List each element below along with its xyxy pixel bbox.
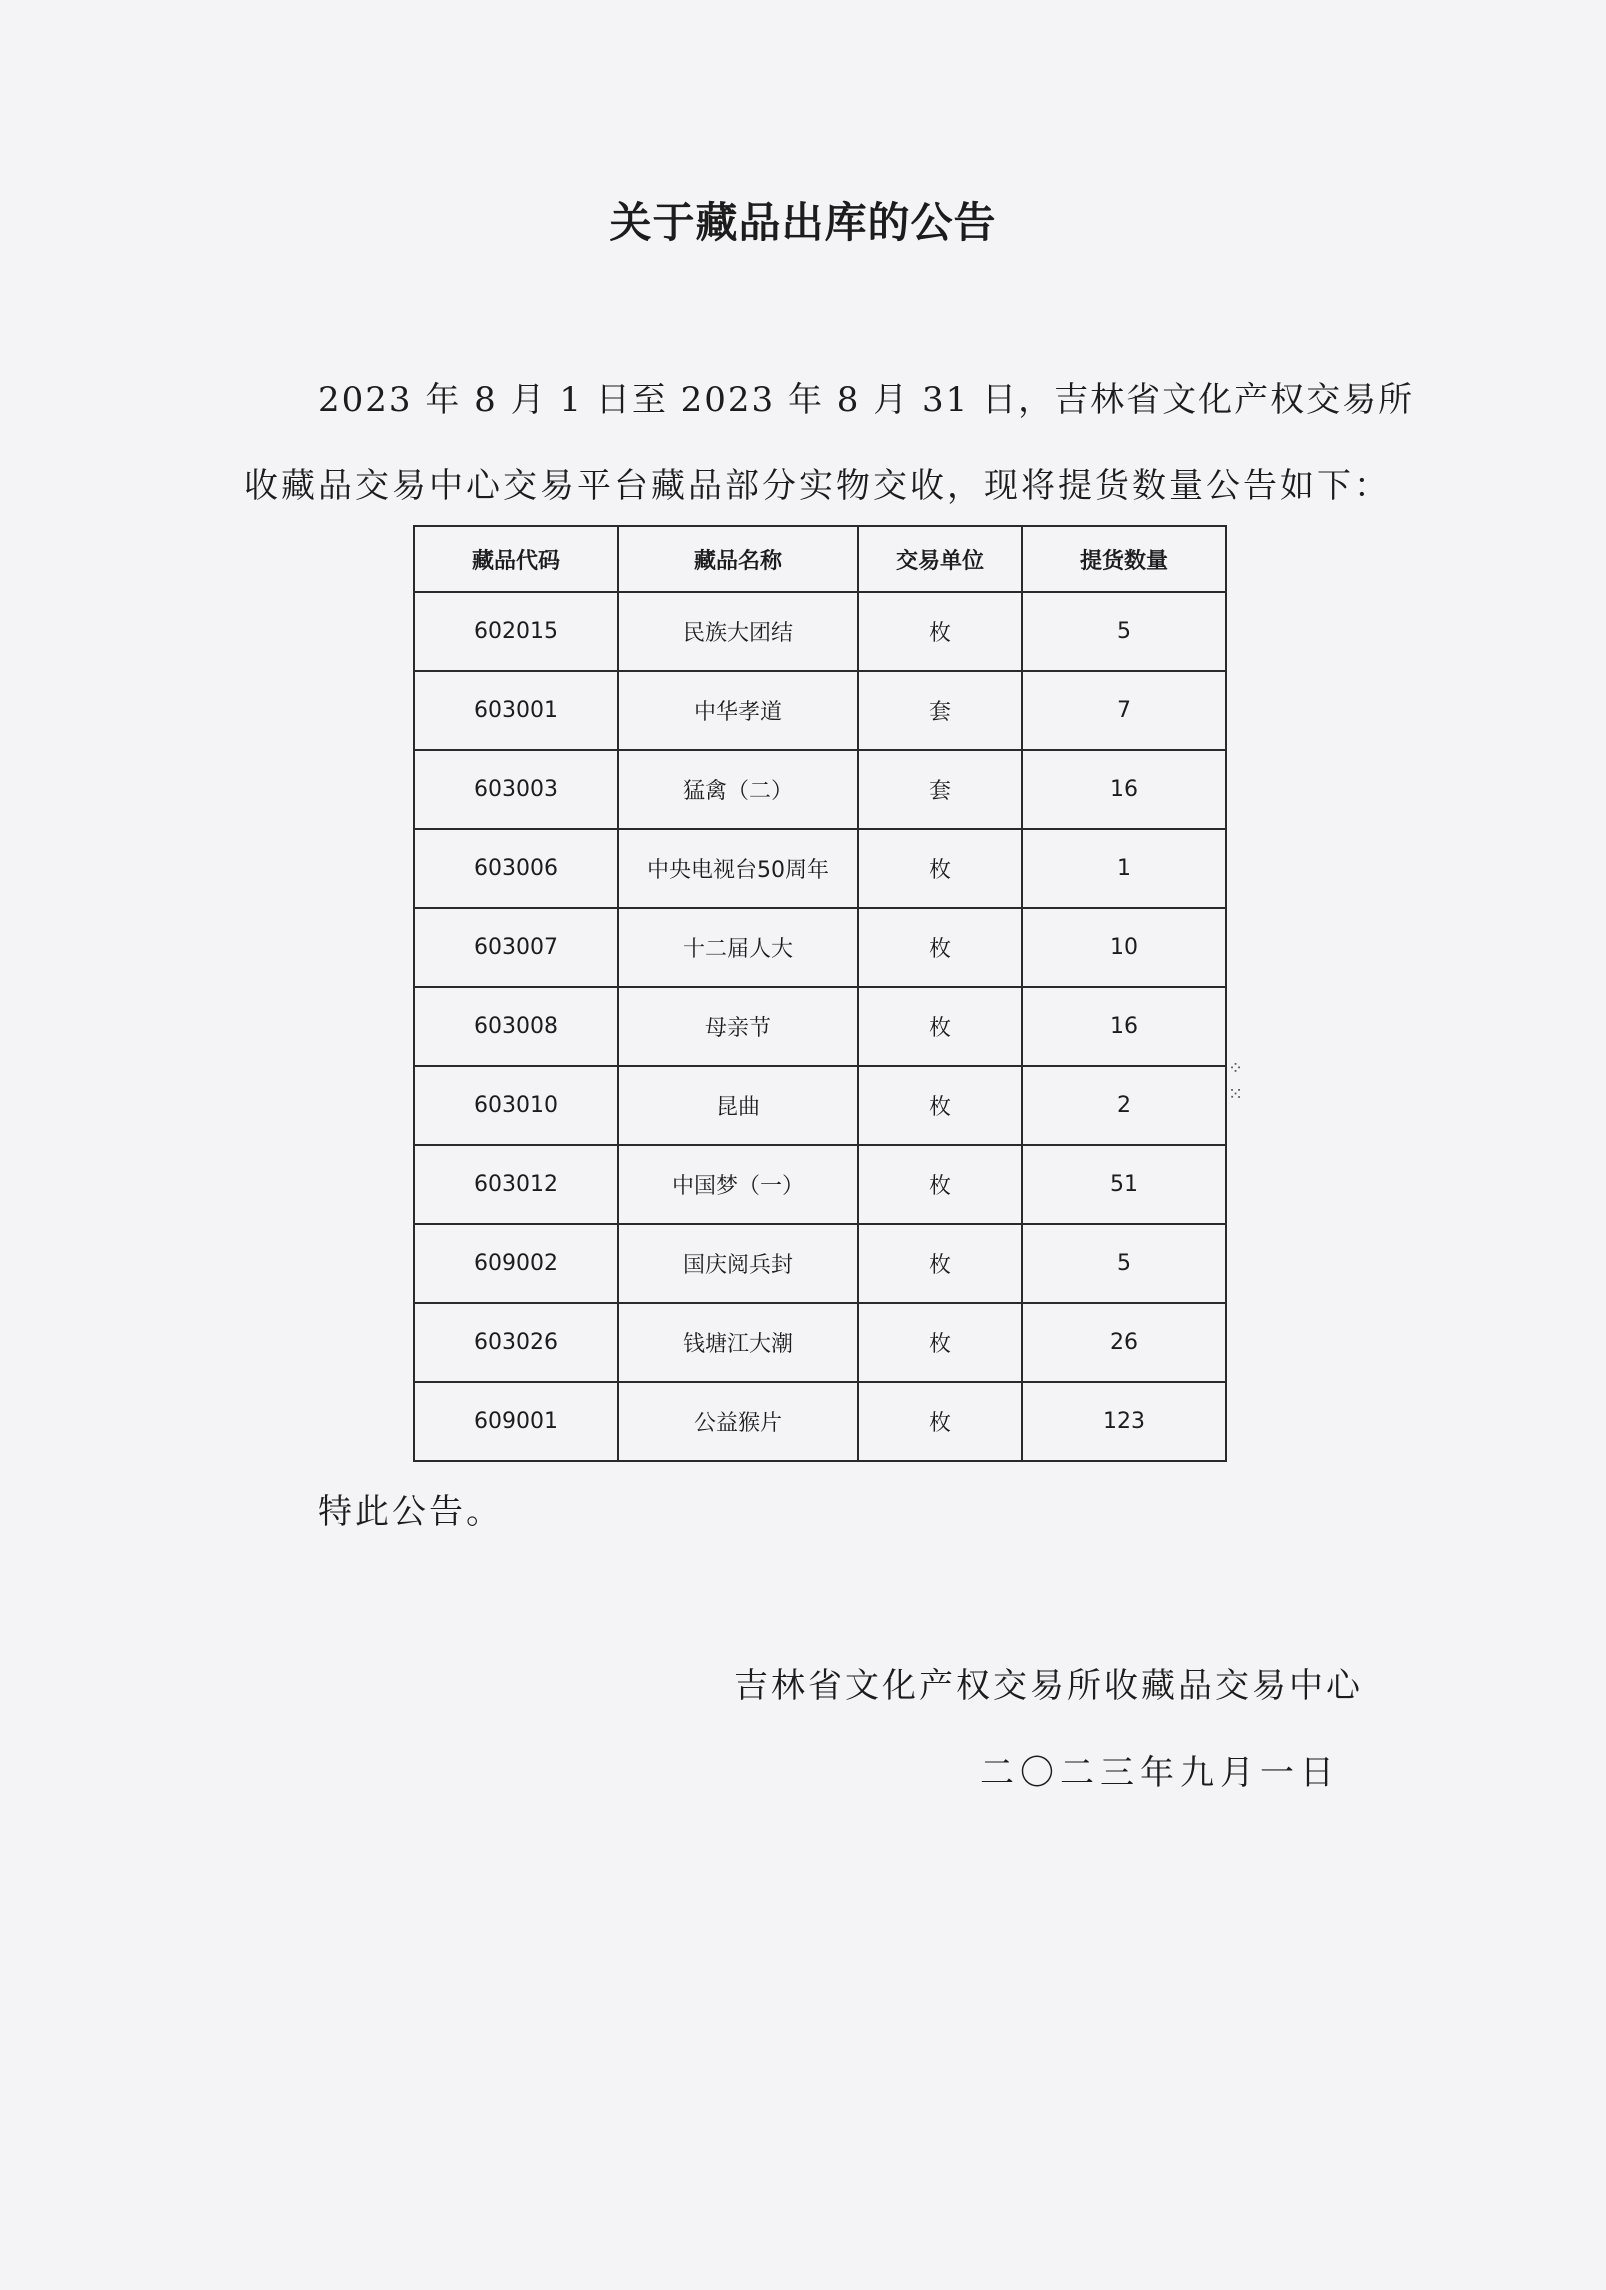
cell-unit: 枚 — [858, 1224, 1022, 1303]
intro-line-2: 收藏品交易中心交易平台藏品部分实物交收，现将提货数量公告如下： — [244, 466, 1391, 506]
cell-code: 603026 — [414, 1303, 618, 1382]
table-row — [414, 1224, 1226, 1303]
cell-code: 609002 — [414, 1224, 618, 1303]
cell-code: 602015 — [414, 592, 618, 671]
header-unit: 交易单位 — [858, 526, 1022, 592]
table-header-row — [414, 526, 1226, 592]
cell-code: 609001 — [414, 1382, 618, 1461]
cell-unit: 枚 — [858, 987, 1022, 1066]
cell-name: 十二届人大 — [618, 908, 858, 987]
header-qty: 提货数量 — [1022, 526, 1226, 592]
cell-name: 中华孝道 — [618, 671, 858, 750]
ink-smudge: ⁘ ⁙ — [1228, 1058, 1244, 1105]
cell-unit: 套 — [858, 671, 1022, 750]
cell-unit: 套 — [858, 750, 1022, 829]
table-body — [414, 592, 1226, 1461]
table-row — [414, 1382, 1226, 1461]
cell-code: 603007 — [414, 908, 618, 987]
cell-qty: 51 — [1022, 1145, 1226, 1224]
table-row — [414, 1066, 1226, 1145]
cell-unit: 枚 — [858, 1382, 1022, 1461]
cell-name: 母亲节 — [618, 987, 858, 1066]
signature-org: 吉林省文化产权交易所收藏品交易中心 — [734, 1666, 1363, 1706]
intro-line-1: 2023 年 8 月 1 日至 2023 年 8 月 31 日，吉林省文化产权交易所 — [318, 380, 1415, 420]
cell-qty: 16 — [1022, 750, 1226, 829]
cell-unit: 枚 — [858, 908, 1022, 987]
cell-qty: 5 — [1022, 1224, 1226, 1303]
cell-name: 钱塘江大潮 — [618, 1303, 858, 1382]
cell-name: 中国梦（一） — [618, 1145, 858, 1224]
cell-qty: 5 — [1022, 592, 1226, 671]
cell-code: 603001 — [414, 671, 618, 750]
cell-code: 603003 — [414, 750, 618, 829]
table-row — [414, 829, 1226, 908]
cell-unit: 枚 — [858, 829, 1022, 908]
cell-code: 603010 — [414, 1066, 618, 1145]
cell-qty: 123 — [1022, 1382, 1226, 1461]
cell-name: 中央电视台50周年 — [618, 829, 858, 908]
cell-qty: 1 — [1022, 829, 1226, 908]
cell-unit: 枚 — [858, 1145, 1022, 1224]
table-row — [414, 671, 1226, 750]
cell-name: 猛禽（二） — [618, 750, 858, 829]
pickup-table — [413, 525, 1227, 1462]
header-name: 藏品名称 — [618, 526, 858, 592]
cell-name: 昆曲 — [618, 1066, 858, 1145]
page-title: 关于藏品出库的公告 — [609, 198, 997, 247]
cell-unit: 枚 — [858, 1303, 1022, 1382]
cell-qty: 26 — [1022, 1303, 1226, 1382]
cell-qty: 16 — [1022, 987, 1226, 1066]
closing-text: 特此公告。 — [318, 1492, 503, 1532]
cell-code: 603008 — [414, 987, 618, 1066]
table-row — [414, 592, 1226, 671]
cell-code: 603006 — [414, 829, 618, 908]
table-row — [414, 1303, 1226, 1382]
cell-unit: 枚 — [858, 1066, 1022, 1145]
cell-name: 民族大团结 — [618, 592, 858, 671]
cell-code: 603012 — [414, 1145, 618, 1224]
signature-date: 二〇二三年九月一日 — [980, 1753, 1340, 1793]
table-row — [414, 987, 1226, 1066]
cell-qty: 7 — [1022, 671, 1226, 750]
cell-unit: 枚 — [858, 592, 1022, 671]
cell-qty: 10 — [1022, 908, 1226, 987]
table-row — [414, 750, 1226, 829]
cell-name: 国庆阅兵封 — [618, 1224, 858, 1303]
cell-qty: 2 — [1022, 1066, 1226, 1145]
table-row — [414, 908, 1226, 987]
header-code: 藏品代码 — [414, 526, 618, 592]
cell-name: 公益猴片 — [618, 1382, 858, 1461]
table-row — [414, 1145, 1226, 1224]
